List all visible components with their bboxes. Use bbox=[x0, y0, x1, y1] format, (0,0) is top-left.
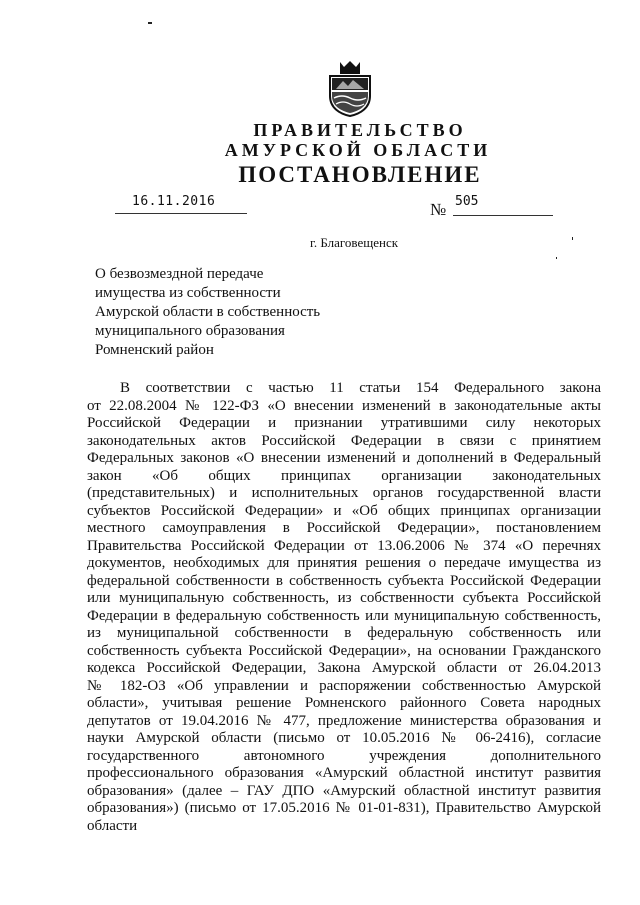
scan-speck bbox=[148, 22, 152, 24]
body-line: (представительных) и исполнительных органов государственной власти bbox=[87, 485, 601, 501]
body-line: субъектов Российской Федерации» и «Об общих принципах организации bbox=[87, 502, 601, 519]
body-line: от 22.08.2004 № 122-ФЗ «О внесении изменений в законодательные акты bbox=[87, 397, 601, 414]
government-name-line2: АМУРСКОЙ ОБЛАСТИ bbox=[224, 140, 492, 160]
document-subject bbox=[95, 265, 355, 360]
body-line: из муниципальной собственности в федеральную собственность или bbox=[87, 625, 601, 641]
body-line: Правительства Российской Федерации от 13.06.2006 № 374 «О перечнях bbox=[87, 537, 601, 554]
subject-line: О безвозмездной передаче bbox=[95, 266, 264, 282]
city-name: г. Благовещенск bbox=[310, 235, 399, 250]
body-line: В соответствии с частью 11 статьи 154 Федерального закона bbox=[120, 380, 601, 396]
subject-line: Ромненский район bbox=[95, 342, 214, 358]
date-underline bbox=[115, 213, 247, 214]
body-line: депутатов от 19.04.2016 № 477, предложение министерства образования и bbox=[87, 712, 601, 729]
body-line: образования») (письмо от 17.05.2016 № 01-01-831), Правительство Амурской bbox=[87, 800, 601, 816]
body-line: Федерации в федеральную собственность или муниципальную собственность, bbox=[87, 607, 601, 624]
body-line: государственного автономного учреждения дополнительного bbox=[87, 747, 601, 764]
government-name-line1: ПРАВИТЕЛЬСТВО bbox=[253, 120, 467, 140]
number-sign: № bbox=[430, 200, 447, 219]
body-line: науки Амурской области (письмо от 10.05.2016 № 06-2416), согласие bbox=[87, 730, 601, 746]
document-number: 505 bbox=[455, 194, 479, 209]
scan-speck bbox=[572, 237, 573, 240]
body-line: или муниципальную собственность, из собственности субъекта Российской bbox=[87, 590, 601, 606]
subject-line: имущества из собственности bbox=[95, 285, 281, 301]
body-line: Федеральных законов «О внесении изменений и дополнений в Федеральный bbox=[87, 450, 601, 466]
subject-line: Амурской области в собственность bbox=[95, 304, 321, 320]
body-line: Российской Федерации и признании утратившими силу некоторых bbox=[87, 415, 601, 431]
body-line: местного самоуправления в Российской Федерации», постановлением bbox=[87, 520, 601, 536]
document-date: 16.11.2016 bbox=[132, 194, 216, 209]
body-line: профессионального образования «Амурский областной институт развития bbox=[87, 765, 601, 781]
number-underline bbox=[453, 215, 553, 216]
body-line: области bbox=[87, 817, 138, 834]
body-line: области», учитывая решение Ромненского районного Совета народных bbox=[87, 695, 601, 711]
body-line: федеральной собственности в собственность субъекта Российской Федерации bbox=[87, 572, 601, 589]
body-line: образования» (далее – ГАУ ДПО «Амурский областной институт развития bbox=[87, 782, 601, 799]
document-body bbox=[87, 380, 601, 835]
subject-line: муниципального образования bbox=[95, 323, 285, 339]
amur-oblast-coat-of-arms-icon bbox=[326, 58, 374, 118]
scan-speck bbox=[556, 257, 557, 259]
document-type-title: ПОСТАНОВЛЕНИЕ bbox=[238, 162, 482, 187]
body-line: закон «Об общих принципах организации законодательных bbox=[87, 467, 601, 484]
body-line: кодекса Российской Федерации, Закона Амурской области от 26.04.2013 bbox=[87, 660, 601, 676]
body-line: документов, необходимых для принятия решения о передаче имущества из bbox=[87, 555, 601, 571]
body-line: законодательных актов Российской Федерации в связи с принятием bbox=[87, 432, 601, 449]
body-line: № 182-ОЗ «Об управлении и распоряжении собственностью Амурской bbox=[87, 677, 601, 694]
body-line: собственность субъекта Российской Федерации», на основании Гражданского bbox=[87, 642, 601, 659]
